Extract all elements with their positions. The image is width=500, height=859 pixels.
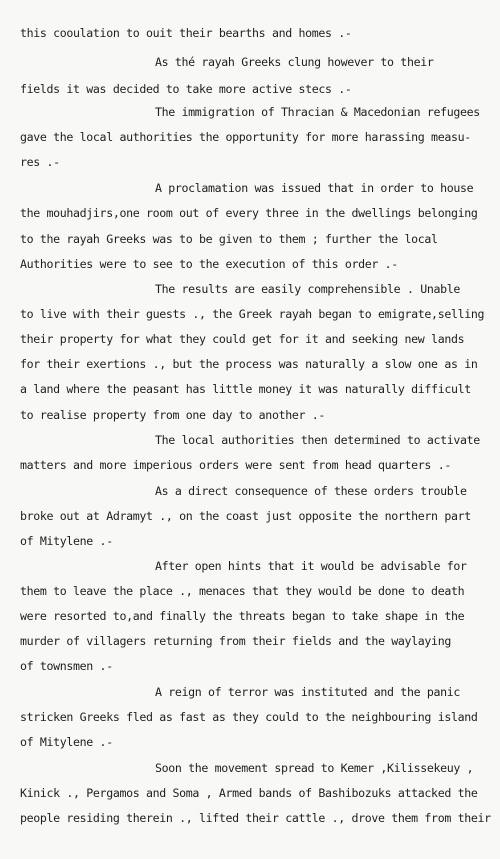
text-line: As thé rayah Greeks clung however to their [155, 55, 434, 69]
text-line: of townsmen .- [20, 659, 113, 673]
text-line: A reign of terror was instituted and the panic [155, 685, 460, 699]
text-line: broke out at Adramyt ., on the coast just opposite the northern part [20, 509, 471, 523]
text-line: gave the local authorities the opportunity for more harassing measu- [20, 130, 471, 144]
text-line: the mouhadjirs,one room out of every three in the dwellings belonging [20, 206, 478, 220]
text-line: res .- [20, 155, 60, 169]
text-line: of Mitylene .- [20, 534, 113, 548]
text-line: them to leave the place ., menaces that they would be done to death [20, 584, 465, 598]
text-line: Soon the movement spread to Kemer ,Kilissekeuy , [155, 761, 474, 775]
text-line: of Mitylene .- [20, 735, 113, 749]
text-line: The results are easily comprehensible . Unable [155, 282, 460, 296]
text-line: were resorted to,and finally the threats began to take shape in the [20, 609, 465, 623]
text-line: people residing therein ., lifted their cattle ., drove them from their [20, 811, 491, 825]
text-line: A proclamation was issued that in order to house [155, 181, 474, 195]
text-line: this cooulation to ouit their bearths and homes .- [20, 26, 352, 40]
text-line: a land where the peasant has little money it was naturally difficult [20, 382, 471, 396]
text-line: After open hints that it would be advisable for [155, 559, 467, 573]
text-line: for their exertions ., but the process was naturally a slow one as in [20, 357, 478, 371]
text-line: matters and more imperious orders were sent from head quarters .- [20, 458, 451, 472]
text-line: stricken Greeks fled as fast as they could to the neighbouring island [20, 710, 478, 724]
text-line: to realise property from one day to another .- [20, 408, 325, 422]
text-line: to the rayah Greeks was to be given to them ; further the local [20, 232, 438, 246]
text-line: Authorities were to see to the execution of this order .- [20, 257, 398, 271]
text-line: As a direct consequence of these orders trouble [155, 484, 467, 498]
text-line: to live with their guests ., the Greek rayah began to emigrate,selling [20, 307, 485, 321]
text-line: The local authorities then determined to activate [155, 433, 480, 447]
text-line: fields it was decided to take more active stecs .- [20, 82, 352, 96]
text-line: murder of villagers returning from their fields and the waylaying [20, 634, 451, 648]
text-line: Kinick ., Pergamos and Soma , Armed bands of Bashibozuks attacked the [20, 786, 478, 800]
text-line: The immigration of Thracian & Macedonian refugees [155, 105, 480, 119]
text-line: their property for what they could get for it and seeking new lands [20, 332, 465, 346]
